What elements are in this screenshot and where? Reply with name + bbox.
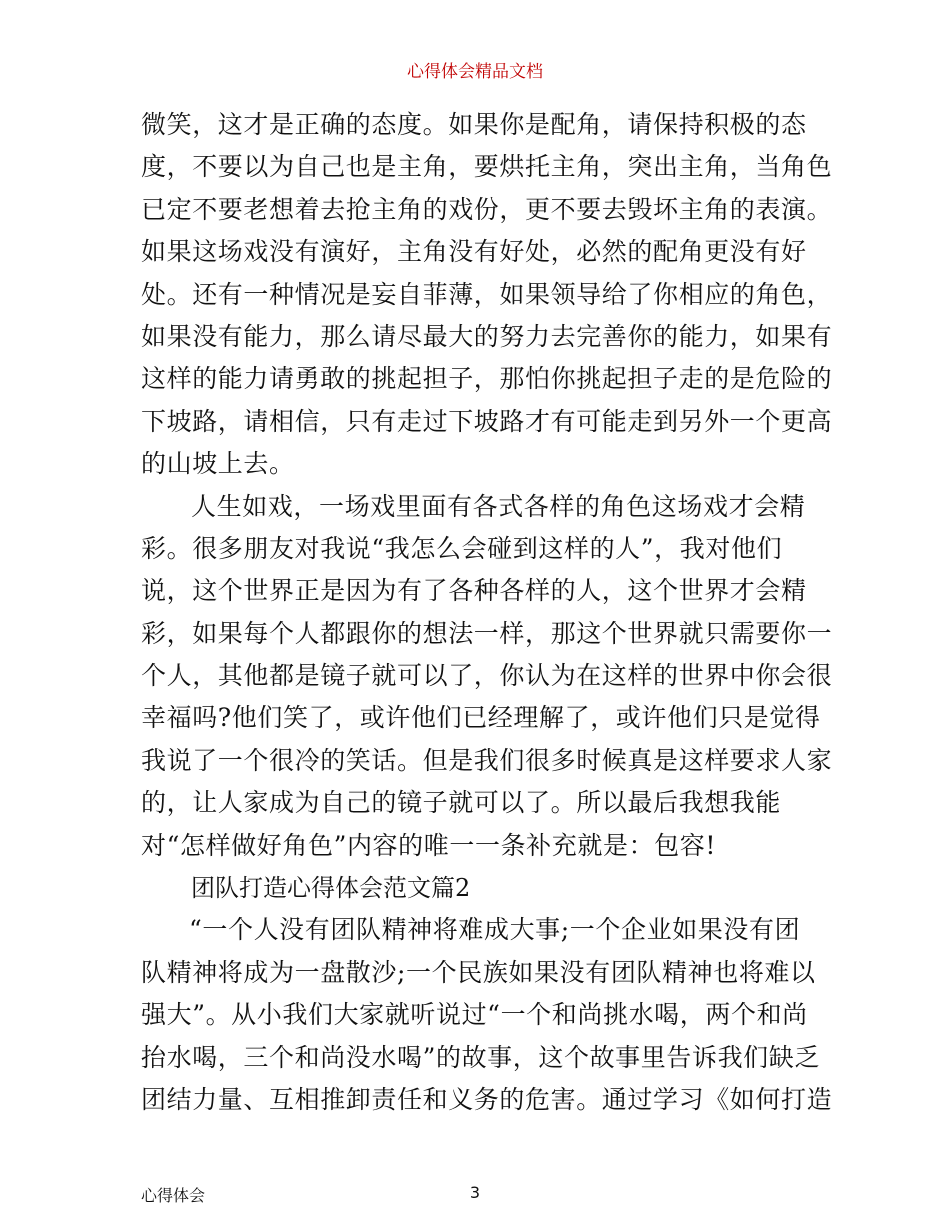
text-line: 处。还有一种情况是妄自菲薄，如果领导给了你相应的角色， xyxy=(141,279,833,309)
paragraph-start-line: 人生如戏，一场戏里面有各式各样的角色这场戏才会精 xyxy=(191,491,806,521)
section-title: 团队打造心得体会范文篇2 xyxy=(191,874,471,903)
text-line: 我说了一个很冷的笑话。但是我们很多时候真是这样要求人家 xyxy=(141,745,833,775)
text-line: 已定不要老想着去抢主角的戏份，更不要去毁坏主角的表演。 xyxy=(141,194,833,224)
text-line: 度，不要以为自己也是主角，要烘托主角，突出主角，当角色 xyxy=(141,152,833,182)
text-line: 个人，其他都是镜子就可以了，你认为在这样的世界中你会很 xyxy=(141,661,833,691)
text-line: 抬水喝，三个和尚没水喝”的故事，这个故事里告诉我们缺乏 xyxy=(141,1042,820,1072)
text-line: 团结力量、互相推卸责任和义务的危害。通过学习《如何打造 xyxy=(141,1084,833,1114)
document-body xyxy=(141,104,833,1121)
text-line: 幸福吗?他们笑了，或许他们已经理解了，或许他们只是觉得 xyxy=(141,703,821,733)
paragraph-start-line: “一个人没有团队精神将难成大事;一个企业如果没有团 xyxy=(189,915,801,945)
text-line: 对“怎样做好角色”内容的唯一一条补充就是：包容! xyxy=(141,830,717,860)
text-line: 微笑，这才是正确的态度。如果你是配角，请保持积极的态 xyxy=(141,110,807,139)
text-line: 彩，如果每个人都跟你的想法一样，那这个世界就只需要你一 xyxy=(141,618,833,648)
text-line: 彩。很多朋友对我说“我怎么会碰到这样的人”，我对他们 xyxy=(141,533,783,563)
text-line: 这样的能力请勇敢的挑起担子，那怕你挑起担子走的是危险的 xyxy=(141,364,833,394)
text-line: 的山坡上去。 xyxy=(141,449,295,479)
text-line: 如果没有能力，那么请尽最大的努力去完善你的能力，如果有 xyxy=(141,321,833,351)
text-line: 下坡路，请相信，只有走过下坡路才有可能走到另外一个更高 xyxy=(141,406,833,436)
text-line: 强大”。从小我们大家就听说过“一个和尚挑水喝，两个和尚 xyxy=(141,1000,808,1030)
page-number: 3 xyxy=(469,1183,481,1202)
text-line: 如果这场戏没有演好，主角没有好处，必然的配角更没有好 xyxy=(141,237,807,267)
text-line: 说，这个世界正是因为有了各种各样的人，这个世界才会精 xyxy=(141,576,807,606)
document-header: 心得体会精品文档 xyxy=(407,62,543,82)
footer-label: 心得体会 xyxy=(141,1186,206,1205)
text-line: 的，让人家成为自己的镜子就可以了。所以最后我想我能 xyxy=(141,788,782,818)
text-line: 队精神将成为一盘散沙;一个民族如果没有团队精神也将难以 xyxy=(141,957,816,987)
